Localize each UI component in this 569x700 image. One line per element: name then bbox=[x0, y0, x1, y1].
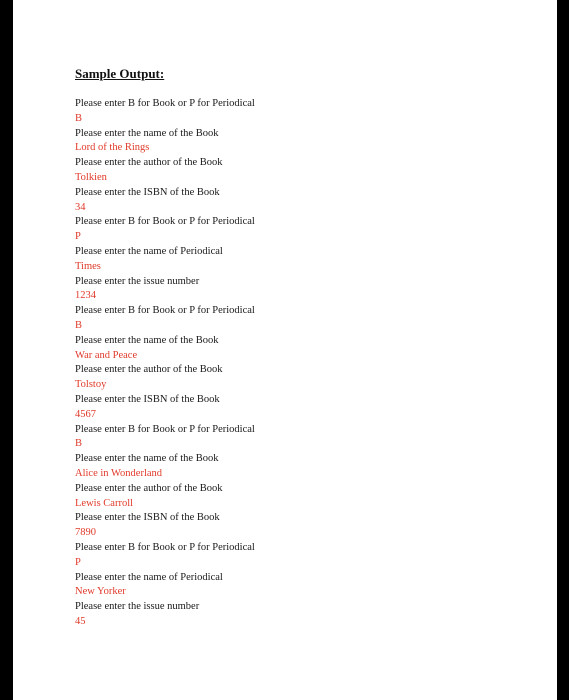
prompt-line: Please enter the author of the Book bbox=[75, 157, 223, 169]
prompt-line: Please enter the name of the Book bbox=[75, 127, 219, 139]
user-input-line: Lord of the Rings bbox=[75, 142, 150, 154]
user-input-line: P bbox=[75, 231, 81, 243]
prompt-line: Please enter the name of Periodical bbox=[75, 245, 223, 257]
prompt-line: Please enter the name of the Book bbox=[75, 453, 219, 465]
user-input-line: B bbox=[75, 438, 83, 450]
user-input-line: 4567 bbox=[75, 408, 96, 420]
document-page bbox=[13, 0, 557, 700]
prompt-line: Please enter B for Book or P for Periodical bbox=[75, 216, 255, 228]
prompt-line: Please enter the author of the Book bbox=[75, 482, 223, 494]
prompt-line: Please enter B for Book or P for Periodical bbox=[75, 423, 255, 435]
user-input-line: 34 bbox=[75, 201, 86, 213]
user-input-line: B bbox=[75, 319, 83, 331]
prompt-line: Please enter the issue number bbox=[75, 601, 200, 613]
user-input-line: 1234 bbox=[75, 290, 96, 302]
prompt-line: Please enter the name of Periodical bbox=[75, 571, 223, 583]
user-input-line: Tolkien bbox=[75, 171, 107, 183]
user-input-line: B bbox=[75, 112, 83, 124]
user-input-line: Alice in Wonderland bbox=[75, 467, 163, 479]
user-input-line: War and Peace bbox=[75, 349, 138, 361]
user-input-line: New Yorker bbox=[75, 586, 126, 598]
prompt-line: Please enter the issue number bbox=[75, 275, 200, 287]
sample-output-heading: Sample Output: bbox=[75, 66, 165, 81]
user-input-line: 7890 bbox=[75, 527, 96, 539]
user-input-line: Lewis Carroll bbox=[75, 497, 134, 509]
prompt-line: Please enter B for Book or P for Periodical bbox=[75, 541, 255, 553]
prompt-line: Please enter the name of the Book bbox=[75, 334, 219, 346]
prompt-line: Please enter the ISBN of the Book bbox=[75, 186, 220, 198]
prompt-line: Please enter the ISBN of the Book bbox=[75, 393, 220, 405]
user-input-line: Times bbox=[75, 260, 101, 272]
prompt-line: Please enter the ISBN of the Book bbox=[75, 512, 220, 524]
prompt-line: Please enter B for Book or P for Periodical bbox=[75, 98, 255, 109]
user-input-line: 45 bbox=[75, 615, 86, 627]
user-input-line: Tolstoy bbox=[75, 379, 107, 391]
user-input-line: P bbox=[75, 556, 81, 568]
sample-output-lines bbox=[75, 97, 255, 630]
prompt-line: Please enter the author of the Book bbox=[75, 364, 223, 376]
prompt-line: Please enter B for Book or P for Periodical bbox=[75, 305, 255, 317]
